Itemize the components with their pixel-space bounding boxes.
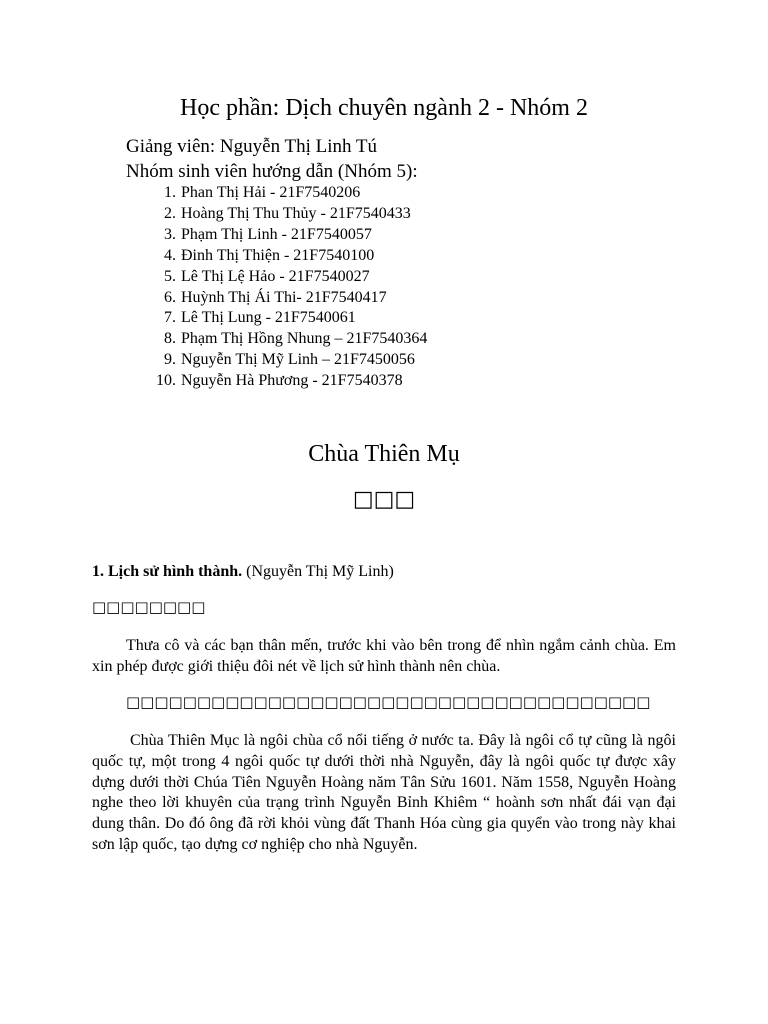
part-heading-author: (Nguyễn Thị Mỹ Linh) bbox=[242, 563, 394, 580]
paragraph-glyphs: □□□□□□□□□□□□□□□□□□□□□□□□□□□□□□□□□□□□□ bbox=[126, 693, 651, 711]
part-heading-title: 1. Lịch sử hình thành. bbox=[92, 563, 243, 580]
student-number: 9. bbox=[164, 351, 176, 369]
student-item bbox=[140, 267, 427, 288]
student-item bbox=[140, 183, 427, 204]
student-item bbox=[140, 246, 427, 267]
student-number: 2. bbox=[164, 204, 176, 222]
section-title: Chùa Thiên Mụ bbox=[308, 441, 460, 467]
course-title: Học phần: Dịch chuyên ngành 2 - Nhóm 2 bbox=[180, 95, 588, 121]
part-heading-glyphs: □□□□□□□□ bbox=[92, 598, 206, 616]
student-name: Phan Thị Hải - 21F7540206 bbox=[181, 184, 361, 201]
student-number: 8. bbox=[164, 330, 176, 348]
paragraph-intro: Thưa cô và các bạn thân mến, trước khi vào bên trong để nhìn ngắm cảnh chùa. Em xin phép được giới thiệu đôi nét về lịch sử hình thành nên chùa. bbox=[92, 637, 676, 675]
student-number: 3. bbox=[164, 225, 176, 243]
student-name: Phạm Thị Linh - 21F7540057 bbox=[181, 225, 372, 243]
section-title-glyphs: □□□ bbox=[352, 487, 416, 512]
student-name: Nguyễn Hà Phương - 21F7540378 bbox=[181, 372, 403, 390]
student-name: Lê Thị Lung - 21F7540061 bbox=[181, 309, 356, 327]
lecturer-line: Giảng viên: Nguyễn Thị Linh Tú bbox=[126, 136, 378, 157]
student-number: 4. bbox=[164, 246, 176, 264]
student-number: 6. bbox=[164, 288, 176, 306]
part-heading bbox=[92, 561, 394, 583]
student-group-label: Nhóm sinh viên hướng dẫn (Nhóm 5): bbox=[126, 161, 418, 182]
student-name: Đinh Thị Thiện - 21F7540100 bbox=[181, 246, 375, 264]
student-item bbox=[140, 308, 427, 329]
student-name: Lê Thị Lệ Hảo - 21F7540027 bbox=[181, 267, 370, 285]
student-item bbox=[140, 225, 427, 246]
paragraph-history: Chùa Thiên Mục là ngôi chùa cổ nổi tiếng ở nước ta. Đây là ngôi cổ tự cũng là ngôi quốc tự, một trong 4 ngôi quốc tự dưới thời nhà Nguyễn, đây là ngôi quốc tự được xây dựng dưới thời Chúa Tiên Nguyễn Hoàng năm Tân Sửu 1601. Năm 1558, Nguyễn Hoàng nghe theo lời khuyên của trạng trình Nguyễn Bỉnh Khiêm “ hoành sơn nhất đái vạn đại dung thân. Do đó ông đã rời khỏi vùng đất Thanh Hóa cùng gia quyển vào trong này khai sơn lập quốc, tạo dựng cơ nghiệp cho nhà Nguyễn. bbox=[92, 732, 676, 853]
student-item bbox=[140, 371, 427, 392]
student-item bbox=[140, 204, 427, 225]
student-name: Nguyễn Thị Mỹ Linh – 21F7450056 bbox=[181, 351, 415, 369]
student-name: Hoàng Thị Thu Thủy - 21F7540433 bbox=[181, 204, 411, 222]
student-number: 7. bbox=[164, 309, 176, 327]
student-number: 10. bbox=[156, 372, 176, 390]
student-list bbox=[140, 183, 427, 392]
student-item bbox=[140, 350, 427, 371]
student-item bbox=[140, 329, 427, 350]
student-name: Phạm Thị Hồng Nhung – 21F7540364 bbox=[181, 330, 428, 348]
student-name: Huỳnh Thị Ái Thi- 21F7540417 bbox=[181, 288, 387, 306]
student-item bbox=[140, 288, 427, 309]
student-number: 5. bbox=[164, 267, 176, 285]
student-number: 1. bbox=[164, 184, 176, 201]
